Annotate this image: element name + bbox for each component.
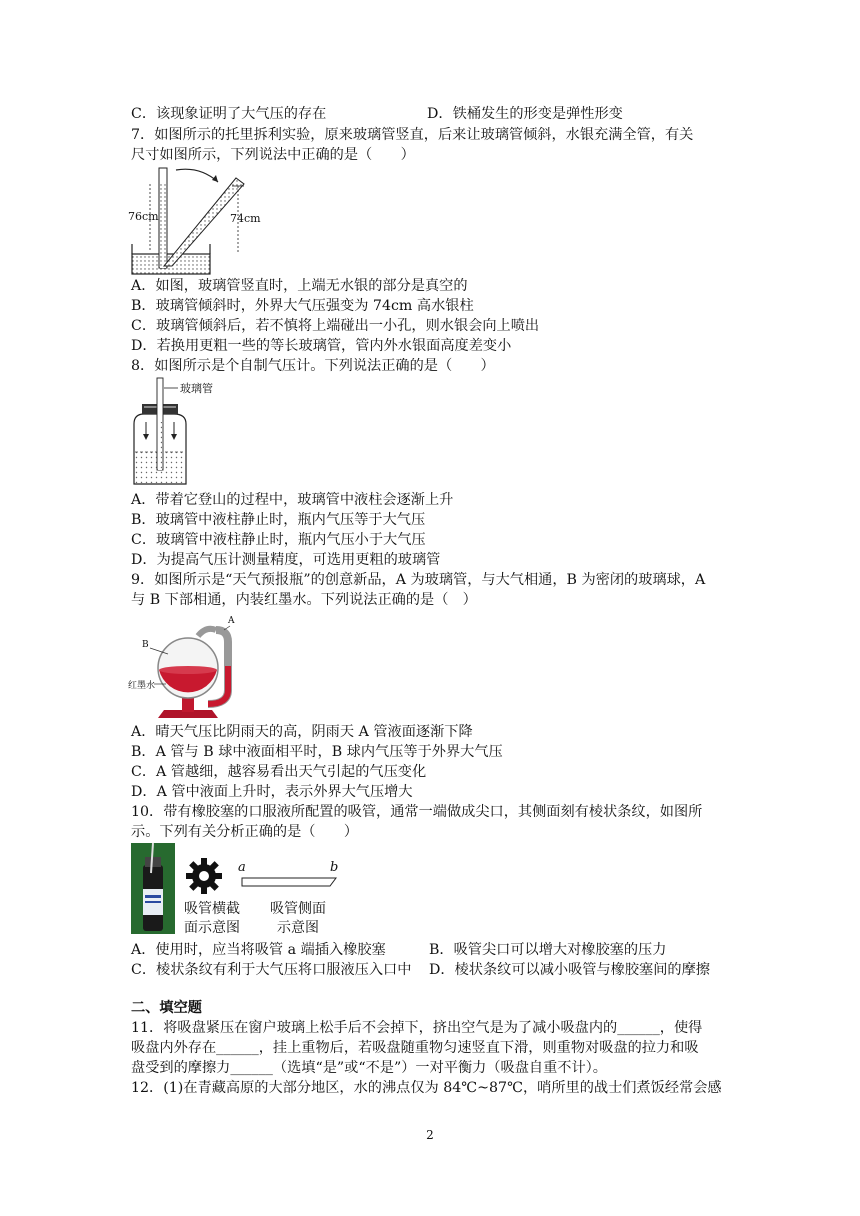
fig-label-glass-tube: 玻璃管 [180,382,213,395]
straw-side-figure [238,860,348,890]
q7-stem-line2: 尺寸如图所示，下列说法中正确的是（ ） [131,147,415,163]
q12-line1: 12．(1)在青藏高原的大部分地区，水的沸点仅为 84℃~87℃，哨所里的战士们煮饭经常会感 [131,1080,722,1096]
weather-bottle-figure [128,612,248,720]
straw-photo [131,843,175,934]
vial-photo-image [131,843,175,934]
q8-option-d: D．为提高气压计测量精度，可选用更粗的玻璃管 [131,552,441,568]
fig-label-straw-b: b [330,860,339,875]
barometer-figure [130,376,250,488]
q8-option-c: C．玻璃管中液柱静止时，瓶内气压小于大气压 [131,532,426,548]
q9-option-a: A．晴天气压比阴雨天的高，阴雨天 A 管液面逐渐下降 [131,724,473,740]
fig-label-a: A [228,616,235,626]
caption-side-line1: 吸管侧面 [270,901,326,917]
fig-label-red-ink: 红墨水 [128,681,156,691]
q9-stem-line2: 与 B 下部相通，内装红墨水。下列说法正确的是（ ） [131,592,477,608]
weather-bottle-image [128,612,248,720]
caption-side-line2: 示意图 [277,920,319,936]
q7-option-d: D．若换用更粗一些的等长玻璃管，管内外水银面高度差变小 [131,338,512,354]
q11-line1: 11．将吸盘紧压在窗户玻璃上松手后不会掉下，挤出空气是为了减小吸盘内的______，使得 [131,1020,703,1036]
q11-line3: 盘受到的摩擦力______（选填“是”或“不是”）一对平衡力（吸盘自重不计）。 [131,1060,607,1076]
q6-option-d: D．铁桶发生的形变是弹性形变 [427,106,623,122]
q7-option-a: A．如图，玻璃管竖直时，上端无水银的部分是真空的 [131,278,468,294]
q9-option-d: D．A 管中液面上升时，表示外界大气压增大 [131,784,413,800]
caption-cross-section-line1: 吸管横截 [184,901,240,917]
q10-option-d: D．棱状条纹可以减小吸管与橡胶塞间的摩擦 [429,962,710,978]
q10-option-b: B．吸管尖口可以增大对橡胶塞的压力 [429,942,667,958]
fig-label-76cm: 76cm [128,210,159,223]
q6-option-c: C．该现象证明了大气压的存在 [131,106,327,122]
q9-option-c: C．A 管越细，越容易看出天气引起的气压变化 [131,764,427,780]
q10-option-c: C．棱状条纹有利于大气压将口服液压入口中 [131,962,412,978]
gear-cross-section-icon [184,856,224,896]
q9-stem-line1: 9．如图所示是“天气预报瓶”的创意新品，A 为玻璃管，与大气相通，B 为密闭的玻璃球，A [131,572,706,588]
q7-option-b: B．玻璃管倾斜时，外界大气压强变为 74cm 高水银柱 [131,298,474,314]
torricelli-figure [128,164,268,276]
q7-stem-line1: 7．如图所示的托里拆利实验，原来玻璃管竖直，后来让玻璃管倾斜，水银充满全管，有关 [131,127,694,143]
q11-line2: 吸盘内外存在______，挂上重物后，若吸盘随重物匀速竖直下滑，则重物对吸盘的拉力和吸 [131,1040,699,1056]
fig-label-b: B [142,640,149,650]
q10-stem-line2: 示。下列有关分析正确的是（ ） [131,824,359,840]
q9-option-b: B．A 管与 B 球中液面相平时，B 球内气压等于外界大气压 [131,744,503,760]
q10-option-a: A．使用时，应当将吸管 a 端插入橡胶塞 [131,942,386,958]
fig-label-straw-a: a [238,860,246,875]
q7-option-c: C．玻璃管倾斜后，若不慎将上端碰出一小孔，则水银会向上喷出 [131,318,540,334]
q8-option-a: A．带着它登山的过程中，玻璃管中液柱会逐渐上升 [131,492,454,508]
page-number: 2 [426,1128,434,1142]
q8-option-b: B．玻璃管中液柱静止时，瓶内气压等于大气压 [131,512,426,528]
straw-cross-section-figure [184,856,224,896]
fig-label-74cm: 74cm [230,212,261,225]
q10-stem-line1: 10．带有橡胶塞的口服液所配置的吸管，通常一端做成尖口，其侧面刻有棱状条纹，如图所 [131,804,703,820]
section-title-fill-in: 二、填空题 [131,1000,202,1016]
caption-cross-section-line2: 面示意图 [184,920,240,936]
q8-stem: 8．如图所示是个自制气压计。下列说法正确的是（ ） [131,358,495,374]
